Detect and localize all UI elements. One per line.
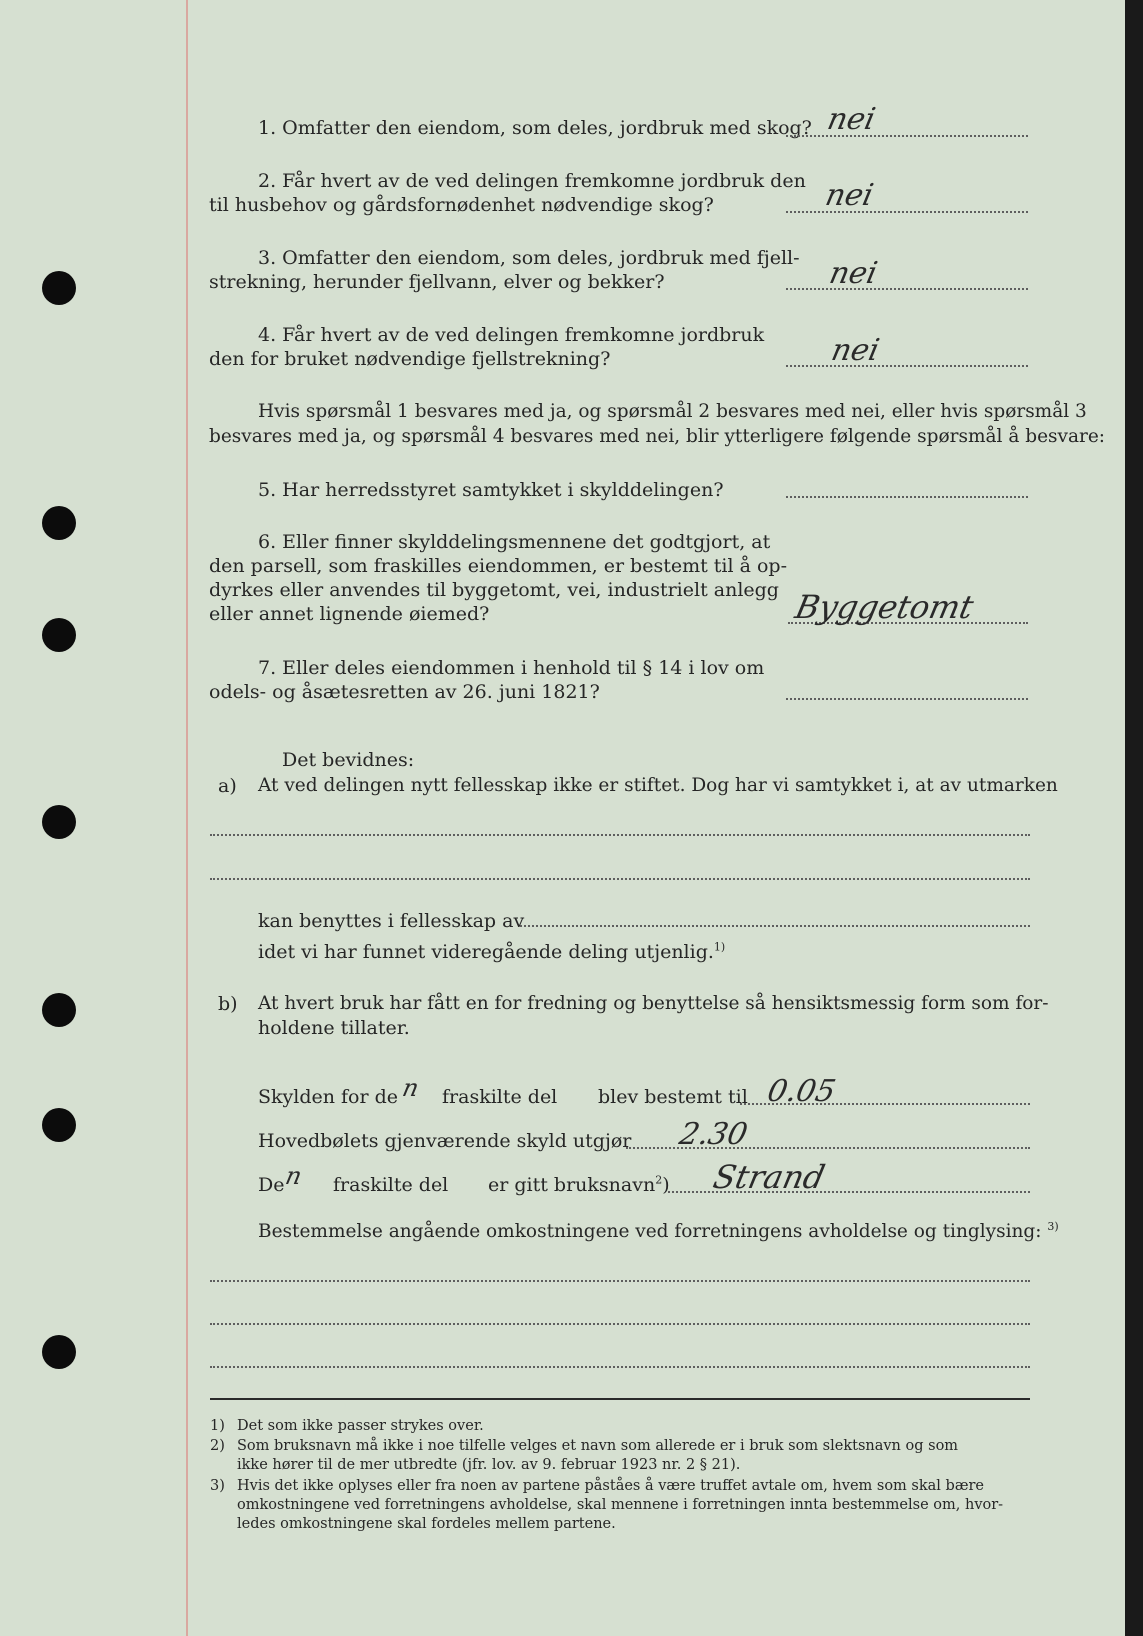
question-4-text-line2: den for bruket nødvendige fjellstrekning? [209, 348, 611, 370]
footnote-3-mark: 3) [210, 1478, 225, 1494]
attest-b-text-line2: holdene tillater. [258, 1017, 410, 1039]
question-4-answer-line[interactable] [786, 365, 1028, 367]
fellesskap-label: kan benyttes i fellesskap av [258, 910, 525, 932]
bruksnavn-value: Strand [709, 1158, 829, 1196]
question-1-answer: nei [824, 102, 879, 137]
question-5-text: 5. Har herredsstyret samtykket i skylddelingen? [258, 479, 724, 501]
question-7-text-line1: 7. Eller deles eiendommen i henhold til § 14 i lov om [258, 657, 765, 679]
question-3-answer-line[interactable] [786, 288, 1028, 290]
condition-text-line2: besvares med ja, og spørsmål 4 besvares med nei, blir ytterligere følgende spørsmål å besvare: [209, 426, 1106, 447]
skyld-value: 0.05 [764, 1074, 839, 1109]
question-4-text-line1: 4. Får hvert av de ved delingen fremkomne jordbruk [258, 324, 765, 346]
footnote-1-mark: 1) [210, 1418, 225, 1434]
hovedbol-value: 2.30 [676, 1117, 751, 1152]
deling-text: idet vi har funnet videregående deling utjenlig.$^{1)}$ [258, 940, 726, 963]
question-6-text-line2: den parsell, som fraskilles eiendommen, er bestemt til å op- [209, 555, 788, 577]
punch-hole [42, 1108, 76, 1142]
punch-hole [42, 993, 76, 1027]
bruksnavn-fraskilte-label: fraskilte del [333, 1174, 449, 1196]
omkostninger-line-2[interactable] [210, 1323, 1030, 1325]
question-2-text-line1: 2. Får hvert av de ved delingen fremkomne jordbruk den [258, 170, 806, 192]
fellesskap-line[interactable] [520, 925, 1030, 927]
question-6-answer: Byggetomt [791, 588, 977, 626]
footnote-3-text-line3: ledes omkostningene skal fordeles mellem partene. [237, 1516, 616, 1532]
condition-text-line1: Hvis spørsmål 1 besvares med ja, og spørsmål 2 besvares med nei, eller hvis spørsmål 3 [258, 401, 1087, 422]
footnote-3-text-line2: omkostningene ved forretningens avholdelse, skal mennene i forretningen innta bestemmelse om, hvor- [237, 1497, 1004, 1513]
bruksnavn-label: er gitt bruksnavn$^2$) [488, 1173, 670, 1196]
punch-hole [42, 805, 76, 839]
attest-b-marker: b) [218, 993, 238, 1015]
question-4-answer: nei [828, 333, 883, 368]
question-6-text-line4: eller annet lignende øiemed? [209, 603, 490, 625]
omkostninger-line-3[interactable] [210, 1366, 1030, 1368]
bruksnavn-handwritten-n: n [283, 1162, 305, 1190]
hovedbol-label: Hovedbølets gjenværende skyld utgjør [258, 1130, 632, 1152]
skyld-label: Skylden for de [258, 1086, 399, 1108]
question-7-text-line2: odels- og åsætesretten av 26. juni 1821? [209, 681, 600, 703]
punch-hole [42, 618, 76, 652]
footnote-rule [210, 1398, 1030, 1400]
attest-a-marker: a) [218, 775, 237, 797]
attest-a-text: At ved delingen nytt fellesskap ikke er stiftet. Dog har vi samtykket i, at av utmarken [258, 775, 1058, 796]
skyld-handwritten-n: n [400, 1074, 422, 1102]
question-2-text-line2: til husbehov og gårdsfornødenhet nødvendige skog? [209, 194, 714, 216]
skyld-fraskilte-label: fraskilte del [442, 1086, 558, 1108]
punch-hole [42, 1335, 76, 1369]
footnote-2-mark: 2) [210, 1438, 225, 1454]
footnote-2-text-line1: Som bruksnavn må ikke i noe tilfelle velges et navn som allerede er i bruk som slektsnavn og som [237, 1438, 959, 1454]
question-3-text-line2: strekning, herunder fjellvann, elver og bekker? [209, 271, 665, 293]
attest-b-text-line1: At hvert bruk har fått en for fredning og benyttelse så hensiktsmessig form som for- [258, 993, 1049, 1014]
omkostninger-label: Bestemmelse angående omkostningene ved forretningens avholdelse og tinglysing: $^{3)}$ [258, 1219, 1059, 1242]
margin-line [186, 0, 188, 1636]
question-5-answer-line[interactable] [786, 496, 1028, 498]
footnote-2-text-line2: ikke hører til de mer utbredte (jfr. lov. av 9. februar 1923 nr. 2 § 21). [237, 1457, 741, 1473]
skyld-bestemt-label: blev bestemt til [598, 1086, 748, 1108]
question-1-text: 1. Omfatter den eiendom, som deles, jordbruk med skog? [258, 117, 812, 139]
question-6-text-line3: dyrkes eller anvendes til byggetomt, vei, industrielt anlegg [209, 579, 779, 601]
footnote-3-text-line1: Hvis det ikke oplyses eller fra noen av partene påståes å være truffet avtale om, hvem som skal bære [237, 1478, 984, 1494]
omkostninger-line-1[interactable] [210, 1280, 1030, 1282]
attest-heading: Det bevidnes: [282, 749, 415, 771]
footnote-1-text: Det som ikke passer strykes over. [237, 1418, 484, 1434]
question-1-answer-line[interactable] [786, 135, 1028, 137]
question-2-answer: nei [822, 178, 877, 213]
utmark-line-2[interactable] [210, 878, 1030, 880]
question-3-text-line1: 3. Omfatter den eiendom, som deles, jordbruk med fjell- [258, 247, 800, 269]
utmark-line-1[interactable] [210, 834, 1030, 836]
bruksnavn-label-de: De [258, 1174, 285, 1196]
question-3-answer: nei [826, 256, 881, 291]
punch-hole [42, 271, 76, 305]
question-7-answer-line[interactable] [786, 698, 1028, 700]
punch-hole [42, 506, 76, 540]
question-6-text-line1: 6. Eller finner skylddelingsmennene det godtgjort, at [258, 531, 771, 553]
